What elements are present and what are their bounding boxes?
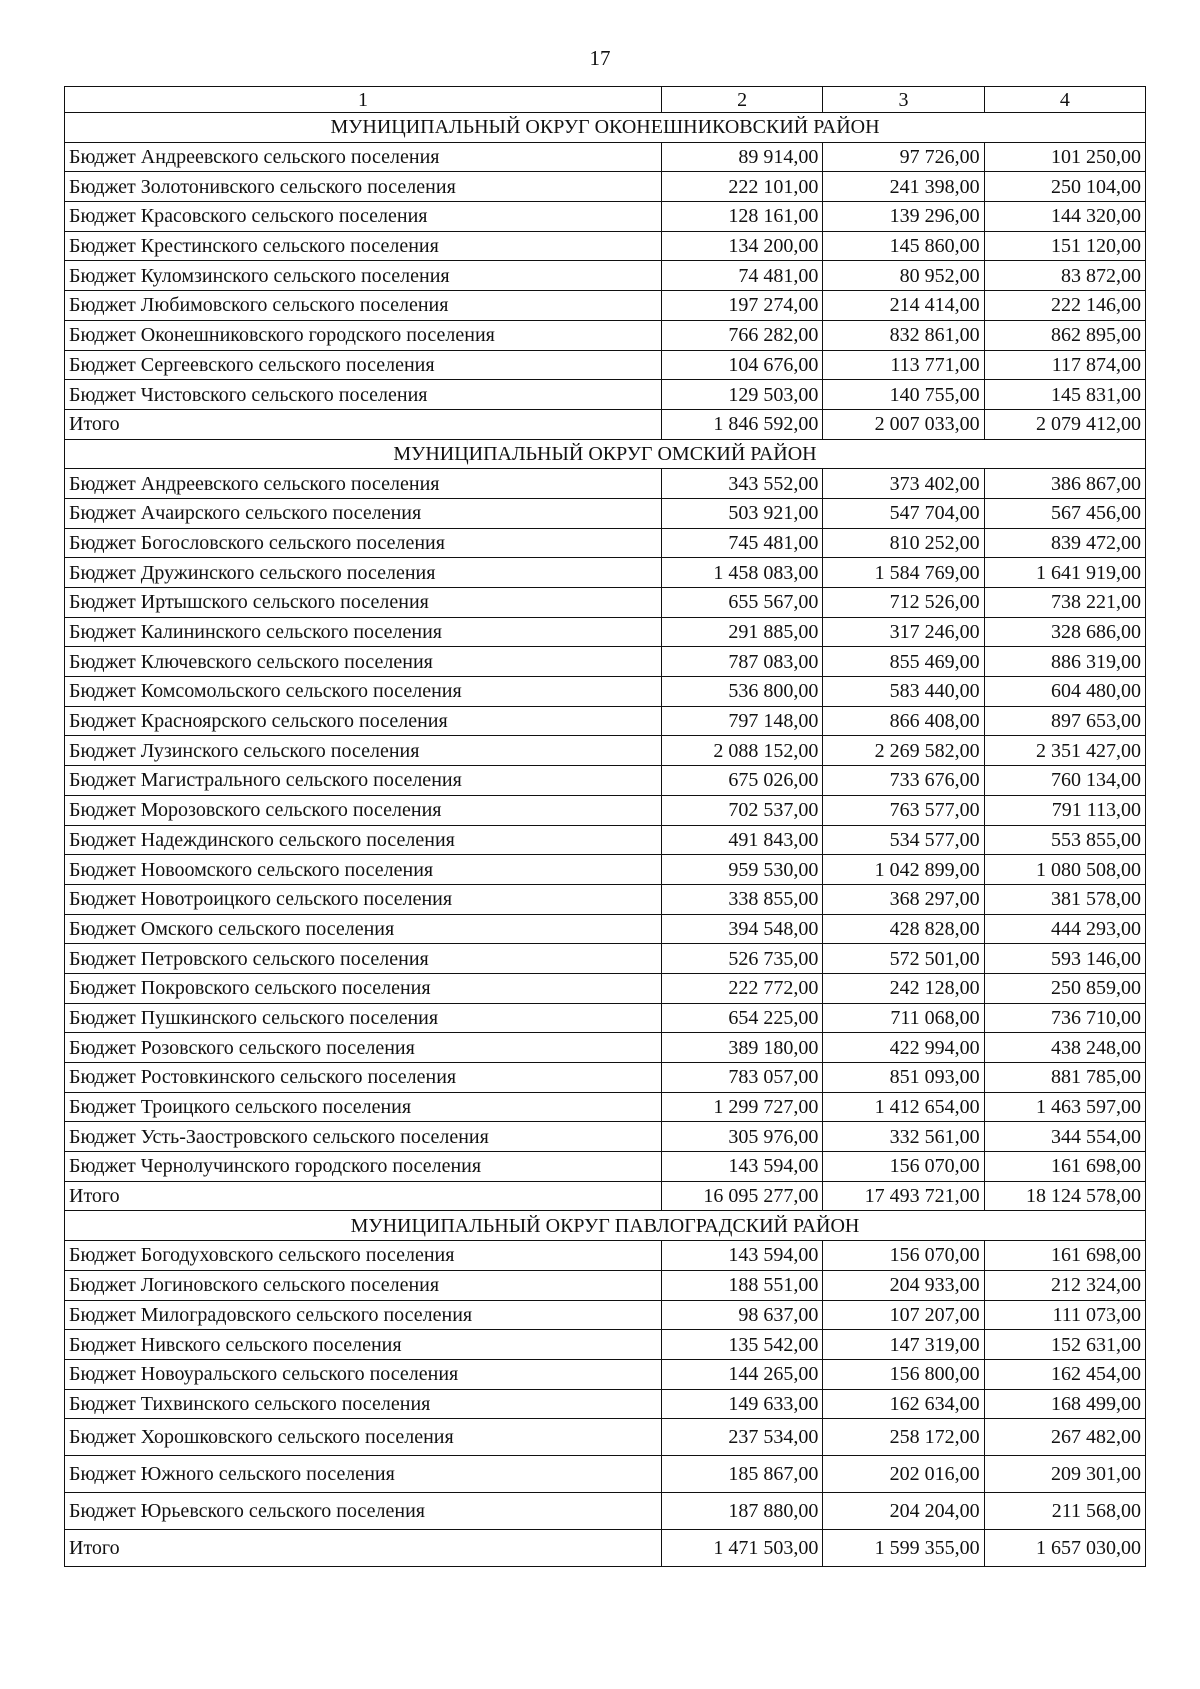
row-name: Бюджет Нивского сельского поселения (65, 1330, 662, 1360)
row-value-col2: 143 594,00 (662, 1241, 823, 1271)
row-value-col2: 149 633,00 (662, 1389, 823, 1419)
row-value-col3: 156 070,00 (823, 1241, 984, 1271)
section-title: МУНИЦИПАЛЬНЫЙ ОКРУГ ОКОНЕШНИКОВСКИЙ РАЙОН (65, 113, 1146, 143)
table-row (65, 1063, 1146, 1093)
row-value-col2: 702 537,00 (662, 795, 823, 825)
row-value-col3: 17 493 721,00 (823, 1181, 984, 1211)
row-value-col4: 760 134,00 (984, 766, 1145, 796)
row-name: Бюджет Дружинского сельского поселения (65, 558, 662, 588)
row-name: Бюджет Розовского сельского поселения (65, 1033, 662, 1063)
row-value-col3: 547 704,00 (823, 498, 984, 528)
row-value-col3: 204 933,00 (823, 1270, 984, 1300)
row-name: Бюджет Ключевского сельского поселения (65, 647, 662, 677)
row-value-col3: 156 070,00 (823, 1152, 984, 1182)
row-name: Бюджет Омского сельского поселения (65, 914, 662, 944)
table-row (65, 1122, 1146, 1152)
row-value-col2: 745 481,00 (662, 528, 823, 558)
row-value-col4: 1 463 597,00 (984, 1092, 1145, 1122)
row-value-col4: 344 554,00 (984, 1122, 1145, 1152)
row-value-col2: 222 101,00 (662, 172, 823, 202)
row-name: Бюджет Крестинского сельского поселения (65, 231, 662, 261)
row-value-col3: 204 204,00 (823, 1493, 984, 1530)
section-header-row (65, 439, 1146, 469)
table-row (65, 766, 1146, 796)
row-name: Бюджет Куломзинского сельского поселения (65, 261, 662, 291)
row-value-col2: 187 880,00 (662, 1493, 823, 1530)
section-title: МУНИЦИПАЛЬНЫЙ ОКРУГ ПАВЛОГРАДСКИЙ РАЙОН (65, 1211, 1146, 1241)
table-row (65, 469, 1146, 499)
row-name: Бюджет Лузинского сельского поселения (65, 736, 662, 766)
table-row (65, 231, 1146, 261)
row-name: Бюджет Южного сельского поселения (65, 1456, 662, 1493)
row-value-col4: 593 146,00 (984, 944, 1145, 974)
table-row (65, 1152, 1146, 1182)
row-value-col2: 503 921,00 (662, 498, 823, 528)
row-value-col3: 810 252,00 (823, 528, 984, 558)
row-value-col3: 202 016,00 (823, 1456, 984, 1493)
total-row (65, 1530, 1146, 1567)
row-value-col3: 428 828,00 (823, 914, 984, 944)
table-row (65, 498, 1146, 528)
table-row (65, 202, 1146, 232)
row-value-col2: 526 735,00 (662, 944, 823, 974)
table-row (65, 528, 1146, 558)
row-value-col2: 16 095 277,00 (662, 1181, 823, 1211)
row-value-col3: 242 128,00 (823, 973, 984, 1003)
row-value-col2: 89 914,00 (662, 142, 823, 172)
table-row (65, 350, 1146, 380)
row-value-col4: 151 120,00 (984, 231, 1145, 261)
row-value-col4: 604 480,00 (984, 677, 1145, 707)
row-name: Бюджет Надеждинского сельского поселения (65, 825, 662, 855)
row-value-col4: 211 568,00 (984, 1493, 1145, 1530)
row-value-col2: 222 772,00 (662, 973, 823, 1003)
table-row (65, 261, 1146, 291)
row-value-col3: 241 398,00 (823, 172, 984, 202)
row-value-col4: 1 641 919,00 (984, 558, 1145, 588)
table-row (65, 1359, 1146, 1389)
column-header-row (65, 87, 1146, 113)
row-value-col3: 214 414,00 (823, 291, 984, 321)
row-name: Бюджет Морозовского сельского поселения (65, 795, 662, 825)
row-name: Бюджет Новоомского сельского поселения (65, 855, 662, 885)
table-row (65, 1330, 1146, 1360)
row-value-col4: 161 698,00 (984, 1241, 1145, 1271)
row-value-col4: 111 073,00 (984, 1300, 1145, 1330)
row-value-col4: 144 320,00 (984, 202, 1145, 232)
row-value-col4: 1 657 030,00 (984, 1530, 1145, 1567)
row-value-col4: 101 250,00 (984, 142, 1145, 172)
section-title: МУНИЦИПАЛЬНЫЙ ОКРУГ ОМСКИЙ РАЙОН (65, 439, 1146, 469)
section-header-row (65, 113, 1146, 143)
row-value-col4: 2 351 427,00 (984, 736, 1145, 766)
row-value-col2: 343 552,00 (662, 469, 823, 499)
table-row (65, 677, 1146, 707)
table-row (65, 1419, 1146, 1456)
row-name: Бюджет Оконешниковского городского поселения (65, 320, 662, 350)
row-value-col4: 328 686,00 (984, 617, 1145, 647)
row-value-col3: 113 771,00 (823, 350, 984, 380)
table-row (65, 320, 1146, 350)
row-value-col4: 386 867,00 (984, 469, 1145, 499)
table-row (65, 1092, 1146, 1122)
table-row (65, 944, 1146, 974)
row-value-col2: 654 225,00 (662, 1003, 823, 1033)
table-row (65, 1033, 1146, 1063)
row-name: Бюджет Любимовского сельского поселения (65, 291, 662, 321)
row-value-col3: 1 412 654,00 (823, 1092, 984, 1122)
row-value-col3: 162 634,00 (823, 1389, 984, 1419)
row-name: Итого (65, 409, 662, 439)
row-value-col2: 185 867,00 (662, 1456, 823, 1493)
row-name: Бюджет Милоградовского сельского поселения (65, 1300, 662, 1330)
row-value-col3: 733 676,00 (823, 766, 984, 796)
row-value-col2: 237 534,00 (662, 1419, 823, 1456)
row-name: Бюджет Покровского сельского поселения (65, 973, 662, 1003)
row-value-col3: 866 408,00 (823, 706, 984, 736)
row-value-col2: 675 026,00 (662, 766, 823, 796)
row-value-col3: 1 584 769,00 (823, 558, 984, 588)
row-value-col4: 839 472,00 (984, 528, 1145, 558)
table-row (65, 1300, 1146, 1330)
table-row (65, 1456, 1146, 1493)
row-value-col2: 1 299 727,00 (662, 1092, 823, 1122)
row-name: Бюджет Богодуховского сельского поселения (65, 1241, 662, 1271)
table-row (65, 617, 1146, 647)
row-value-col3: 147 319,00 (823, 1330, 984, 1360)
row-value-col4: 862 895,00 (984, 320, 1145, 350)
table-row (65, 855, 1146, 885)
budget-table-body (65, 87, 1146, 1567)
row-value-col4: 152 631,00 (984, 1330, 1145, 1360)
row-value-col4: 881 785,00 (984, 1063, 1145, 1093)
row-value-col4: 145 831,00 (984, 380, 1145, 410)
row-value-col3: 2 007 033,00 (823, 409, 984, 439)
row-name: Бюджет Тихвинского сельского поселения (65, 1389, 662, 1419)
row-name: Бюджет Богословского сельского поселения (65, 528, 662, 558)
row-name: Бюджет Андреевского сельского поселения (65, 142, 662, 172)
row-name: Бюджет Троицкого сельского поселения (65, 1092, 662, 1122)
row-value-col3: 107 207,00 (823, 1300, 984, 1330)
row-value-col3: 832 861,00 (823, 320, 984, 350)
row-value-col3: 2 269 582,00 (823, 736, 984, 766)
row-value-col2: 135 542,00 (662, 1330, 823, 1360)
column-header-1: 1 (65, 87, 662, 113)
row-value-col4: 212 324,00 (984, 1270, 1145, 1300)
row-value-col3: 712 526,00 (823, 588, 984, 618)
row-value-col4: 1 080 508,00 (984, 855, 1145, 885)
table-row (65, 914, 1146, 944)
row-value-col4: 567 456,00 (984, 498, 1145, 528)
table-row (65, 825, 1146, 855)
total-row (65, 1181, 1146, 1211)
row-name: Бюджет Красноярского сельского поселения (65, 706, 662, 736)
column-header-2: 2 (662, 87, 823, 113)
row-value-col4: 438 248,00 (984, 1033, 1145, 1063)
row-value-col2: 129 503,00 (662, 380, 823, 410)
row-value-col3: 572 501,00 (823, 944, 984, 974)
row-value-col3: 763 577,00 (823, 795, 984, 825)
table-row (65, 647, 1146, 677)
row-value-col2: 74 481,00 (662, 261, 823, 291)
row-value-col3: 711 068,00 (823, 1003, 984, 1033)
row-value-col2: 143 594,00 (662, 1152, 823, 1182)
row-name: Бюджет Юрьевского сельского поселения (65, 1493, 662, 1530)
row-name: Бюджет Новоуральского сельского поселения (65, 1359, 662, 1389)
row-value-col3: 851 093,00 (823, 1063, 984, 1093)
row-value-col2: 959 530,00 (662, 855, 823, 885)
row-value-col4: 736 710,00 (984, 1003, 1145, 1033)
row-value-col3: 332 561,00 (823, 1122, 984, 1152)
row-value-col4: 886 319,00 (984, 647, 1145, 677)
row-name: Бюджет Петровского сельского поселения (65, 944, 662, 974)
budget-table (64, 86, 1146, 1567)
row-value-col4: 222 146,00 (984, 291, 1145, 321)
table-row (65, 1389, 1146, 1419)
row-value-col3: 317 246,00 (823, 617, 984, 647)
row-value-col4: 168 499,00 (984, 1389, 1145, 1419)
row-value-col3: 422 994,00 (823, 1033, 984, 1063)
row-value-col3: 855 469,00 (823, 647, 984, 677)
row-value-col2: 389 180,00 (662, 1033, 823, 1063)
row-value-col3: 373 402,00 (823, 469, 984, 499)
row-name: Бюджет Чернолучинского городского поселения (65, 1152, 662, 1182)
row-value-col2: 338 855,00 (662, 884, 823, 914)
page-number: 17 (589, 46, 611, 70)
row-value-col3: 1 599 355,00 (823, 1530, 984, 1567)
table-row (65, 1241, 1146, 1271)
row-name: Бюджет Магистрального сельского поселения (65, 766, 662, 796)
row-value-col2: 104 676,00 (662, 350, 823, 380)
row-value-col4: 2 079 412,00 (984, 409, 1145, 439)
row-value-col3: 97 726,00 (823, 142, 984, 172)
row-name: Бюджет Андреевского сельского поселения (65, 469, 662, 499)
row-name: Бюджет Золотонивского сельского поселения (65, 172, 662, 202)
row-value-col3: 1 042 899,00 (823, 855, 984, 885)
row-value-col2: 783 057,00 (662, 1063, 823, 1093)
row-value-col3: 583 440,00 (823, 677, 984, 707)
table-row (65, 973, 1146, 1003)
row-value-col2: 766 282,00 (662, 320, 823, 350)
row-value-col2: 536 800,00 (662, 677, 823, 707)
row-value-col2: 787 083,00 (662, 647, 823, 677)
row-value-col3: 80 952,00 (823, 261, 984, 291)
row-value-col4: 738 221,00 (984, 588, 1145, 618)
column-header-4: 4 (984, 87, 1145, 113)
row-value-col2: 98 637,00 (662, 1300, 823, 1330)
table-row (65, 706, 1146, 736)
row-name: Бюджет Пушкинского сельского поселения (65, 1003, 662, 1033)
row-name: Бюджет Чистовского сельского поселения (65, 380, 662, 410)
table-row (65, 1270, 1146, 1300)
row-value-col3: 140 755,00 (823, 380, 984, 410)
table-row (65, 588, 1146, 618)
row-value-col4: 553 855,00 (984, 825, 1145, 855)
row-value-col4: 250 859,00 (984, 973, 1145, 1003)
row-value-col2: 305 976,00 (662, 1122, 823, 1152)
row-value-col3: 156 800,00 (823, 1359, 984, 1389)
row-name: Бюджет Хорошковского сельского поселения (65, 1419, 662, 1456)
row-value-col3: 258 172,00 (823, 1419, 984, 1456)
row-value-col3: 534 577,00 (823, 825, 984, 855)
row-value-col3: 145 860,00 (823, 231, 984, 261)
row-value-col2: 144 265,00 (662, 1359, 823, 1389)
table-row (65, 172, 1146, 202)
row-value-col4: 161 698,00 (984, 1152, 1145, 1182)
row-value-col4: 791 113,00 (984, 795, 1145, 825)
row-value-col4: 209 301,00 (984, 1456, 1145, 1493)
table-row (65, 1003, 1146, 1033)
row-value-col3: 368 297,00 (823, 884, 984, 914)
row-value-col2: 291 885,00 (662, 617, 823, 647)
row-value-col4: 117 874,00 (984, 350, 1145, 380)
row-value-col2: 128 161,00 (662, 202, 823, 232)
row-name: Бюджет Сергеевского сельского поселения (65, 350, 662, 380)
row-value-col2: 134 200,00 (662, 231, 823, 261)
table-row (65, 380, 1146, 410)
section-header-row (65, 1211, 1146, 1241)
row-value-col4: 444 293,00 (984, 914, 1145, 944)
row-value-col2: 2 088 152,00 (662, 736, 823, 766)
table-row (65, 291, 1146, 321)
row-name: Бюджет Логиновского сельского поселения (65, 1270, 662, 1300)
row-value-col2: 1 471 503,00 (662, 1530, 823, 1567)
row-value-col2: 491 843,00 (662, 825, 823, 855)
row-value-col4: 18 124 578,00 (984, 1181, 1145, 1211)
table-row (65, 1493, 1146, 1530)
row-value-col2: 1 846 592,00 (662, 409, 823, 439)
row-name: Итого (65, 1530, 662, 1567)
row-name: Бюджет Ростовкинского сельского поселения (65, 1063, 662, 1093)
row-name: Итого (65, 1181, 662, 1211)
table-row (65, 884, 1146, 914)
table-row (65, 795, 1146, 825)
row-name: Бюджет Ачаирского сельского поселения (65, 498, 662, 528)
table-row (65, 558, 1146, 588)
row-value-col2: 188 551,00 (662, 1270, 823, 1300)
row-value-col2: 197 274,00 (662, 291, 823, 321)
row-value-col3: 139 296,00 (823, 202, 984, 232)
row-value-col4: 381 578,00 (984, 884, 1145, 914)
row-value-col2: 394 548,00 (662, 914, 823, 944)
row-value-col4: 897 653,00 (984, 706, 1145, 736)
row-value-col2: 1 458 083,00 (662, 558, 823, 588)
row-name: Бюджет Усть-Заостровского сельского поселения (65, 1122, 662, 1152)
row-value-col4: 250 104,00 (984, 172, 1145, 202)
row-name: Бюджет Красовского сельского поселения (65, 202, 662, 232)
row-name: Бюджет Иртышского сельского поселения (65, 588, 662, 618)
row-name: Бюджет Комсомольского сельского поселения (65, 677, 662, 707)
row-name: Бюджет Новотроицкого сельского поселения (65, 884, 662, 914)
row-value-col4: 267 482,00 (984, 1419, 1145, 1456)
column-header-3: 3 (823, 87, 984, 113)
row-value-col2: 655 567,00 (662, 588, 823, 618)
row-value-col4: 83 872,00 (984, 261, 1145, 291)
row-value-col2: 797 148,00 (662, 706, 823, 736)
row-name: Бюджет Калининского сельского поселения (65, 617, 662, 647)
table-row (65, 736, 1146, 766)
total-row (65, 409, 1146, 439)
table-row (65, 142, 1146, 172)
row-value-col4: 162 454,00 (984, 1359, 1145, 1389)
